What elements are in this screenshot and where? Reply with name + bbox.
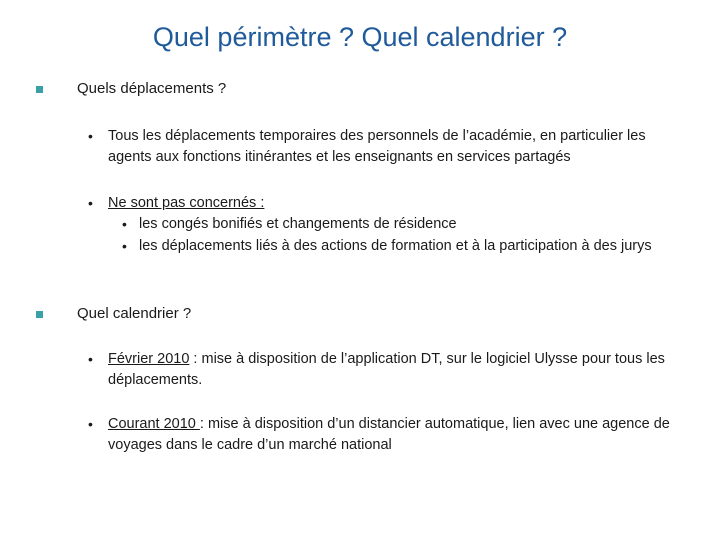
- section-heading-deplacements: Quels déplacements ?: [77, 80, 227, 97]
- list-item-body: : mise à disposition de l’application DT, sur le logiciel Ulysse pour tous les déplacements.: [108, 351, 665, 388]
- slide-title: Quel périmètre ? Quel calendrier ?: [152, 22, 568, 52]
- bullet-dot-icon: •: [88, 351, 93, 367]
- list-item-text: [108, 349, 688, 391]
- list-item-lead: Courant 2010: [108, 416, 200, 432]
- section-heading-calendrier: Quel calendrier ?: [77, 305, 192, 322]
- list-item-lead: Ne sont pas concernés :: [108, 195, 265, 211]
- list-item-text: Tous les déplacements temporaires des personnels de l’académie, en particulier les agents aux fonctions itinérantes et les enseignants en services partagés: [108, 128, 646, 165]
- bullet-dot-icon: •: [122, 238, 127, 254]
- bullet-dot-icon: •: [88, 128, 93, 144]
- bullet-dot-icon: •: [88, 195, 93, 211]
- list-item-lead: Février 2010: [108, 351, 190, 367]
- sub-list-item-text: les congés bonifiés et changements de résidence: [139, 216, 457, 232]
- list-item-text: [108, 414, 688, 456]
- bullet-dot-icon: •: [122, 216, 127, 232]
- list-item-body: : mise à disposition d’un distancier automatique, lien avec une agence de voyages dans le cadre d’un marché national: [108, 416, 670, 453]
- square-bullet-icon: [36, 86, 43, 93]
- bullet-dot-icon: •: [88, 416, 93, 432]
- sub-list-item-text: les déplacements liés à des actions de formation et à la participation à des jurys: [139, 238, 652, 254]
- square-bullet-icon: [36, 311, 43, 318]
